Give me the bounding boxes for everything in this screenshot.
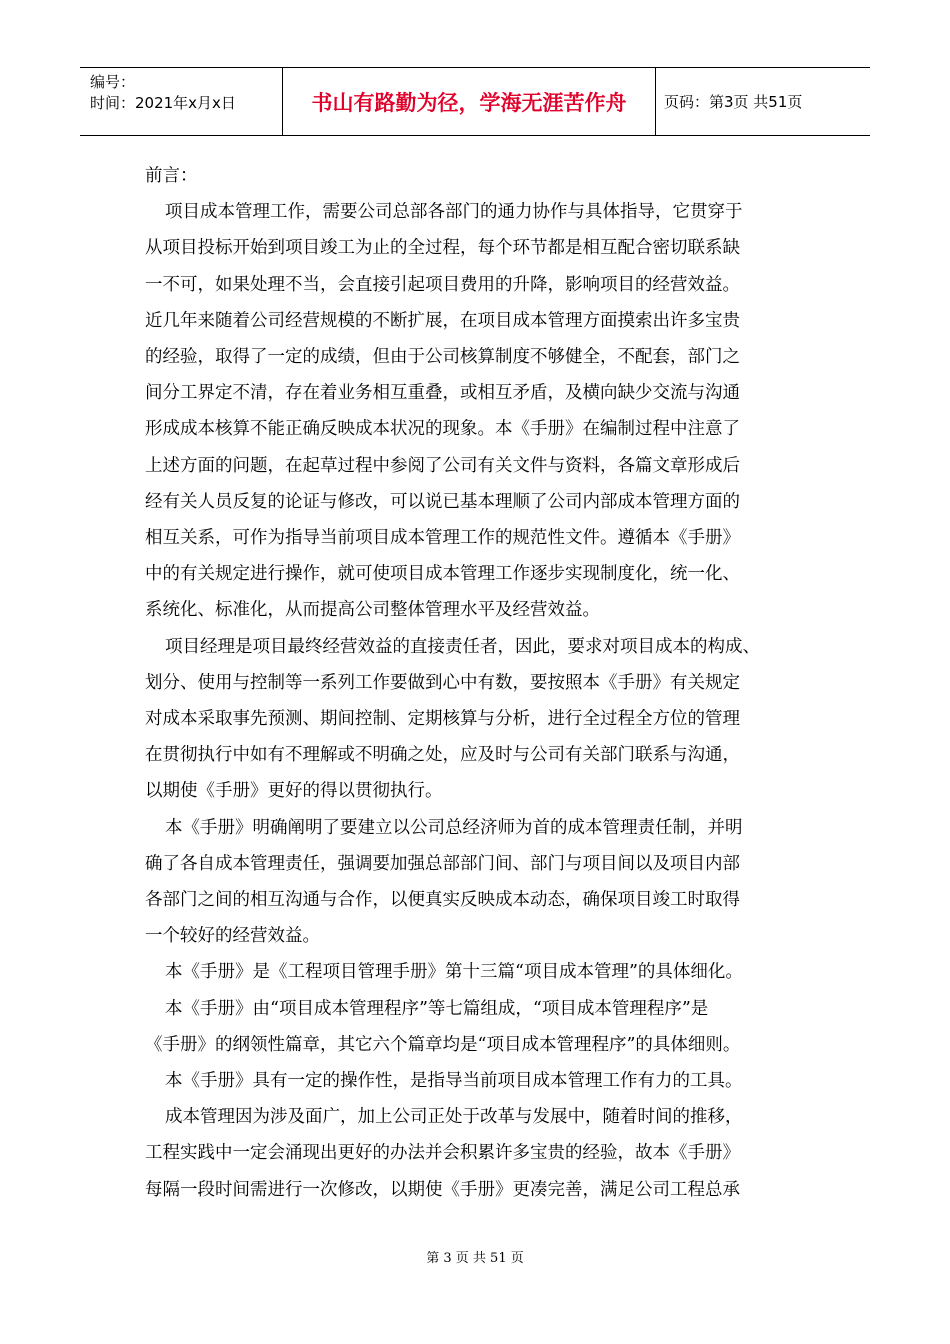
paragraph-line: 系统化、标准化，从而提高公司整体管理水平及经营效益。 xyxy=(145,600,600,621)
paragraph-line: 上述方面的问题，在起草过程中参阅了公司有关文件与资料，各篇文章形成后 xyxy=(145,455,740,476)
preface-heading: 前言： xyxy=(145,166,198,186)
paragraph-line: 形成成本核算不能正确反映成本状况的现象。本《手册》在编制过程中注意了 xyxy=(145,419,740,440)
paragraph-line: 一个较好的经营效益。 xyxy=(145,926,320,947)
paragraph-line: 经有关人员反复的论证与修改，可以说已基本理顺了公司内部成本管理方面的 xyxy=(145,491,740,512)
paragraph-line: 项目经理是项目最终经营效益的直接责任者，因此，要求对项目成本的构成、 xyxy=(165,636,760,657)
document-number-label: 编号： xyxy=(90,73,136,91)
paragraph-line: 本《手册》是《工程项目管理手册》第十三篇“项目成本管理”的具体细化。 xyxy=(165,962,743,983)
paragraph-line: 本《手册》具有一定的操作性，是指导当前项目成本管理工作有力的工具。 xyxy=(165,1071,743,1092)
paragraph-line: 中的有关规定进行操作，就可使项目成本管理工作逐步实现制度化，统一化、 xyxy=(145,564,740,585)
paragraph-line: 间分工界定不清，存在着业务相互重叠，或相互矛盾，及横向缺少交流与沟通 xyxy=(145,383,740,404)
paragraph-line: 确了各自成本管理责任，强调要加强总部部门间、部门与项目间以及项目内部 xyxy=(145,853,740,874)
header-meta xyxy=(80,68,283,135)
paragraph-line: 项目成本管理工作，需要公司总部各部门的通力协作与具体指导，它贯穿于 xyxy=(165,202,743,223)
paragraph xyxy=(145,194,825,628)
paragraph xyxy=(145,810,825,955)
header-motto xyxy=(283,68,656,135)
paragraph-line: 各部门之间的相互沟通与合作，以便真实反映成本动态，确保项目竣工时取得 xyxy=(145,890,740,911)
paragraph-line: 《手册》的纲领性篇章，其它六个篇章均是“项目成本管理程序”的具体细则。 xyxy=(145,1034,741,1055)
document-date: 时间：2021年x月x日 xyxy=(90,94,236,112)
paragraph-line: 对成本采取事先预测、期间控制、定期核算与分析，进行全过程全方位的管理 xyxy=(145,709,740,730)
paragraph xyxy=(145,1063,825,1099)
paragraph-line: 在贯彻执行中如有不理解或不明确之处，应及时与公司有关部门联系与沟通， xyxy=(145,745,740,766)
paragraph-line: 的经验，取得了一定的成绩，但由于公司核算制度不够健全，不配套，部门之 xyxy=(145,347,740,368)
paragraph-line: 本《手册》明确阐明了要建立以公司总经济师为首的成本管理责任制，并明 xyxy=(165,817,743,838)
paragraph-list xyxy=(145,194,825,1208)
page-footer xyxy=(0,1247,950,1266)
page-header xyxy=(80,67,870,136)
paragraph-line: 相互关系，可作为指导当前项目成本管理工作的规范性文件。遵循本《手册》 xyxy=(145,528,740,549)
paragraph-line: 每隔一段时间需进行一次修改，以期使《手册》更凑完善，满足公司工程总承 xyxy=(145,1179,740,1200)
paragraph-line: 从项目投标开始到项目竣工为止的全过程，每个环节都是相互配合密切联系缺 xyxy=(145,238,740,259)
paragraph-line: 工程实践中一定会涌现出更好的办法并会积累许多宝贵的经验，故本《手册》 xyxy=(145,1143,740,1164)
paragraph-line: 本《手册》由“项目成本管理程序”等七篇组成，“项目成本管理程序”是 xyxy=(165,998,709,1019)
page-info-text: 页码：第3页 共51页 xyxy=(664,93,803,111)
paragraph-line: 以期使《手册》更好的得以贯彻执行。 xyxy=(145,781,443,802)
paragraph-line: 一不可，如果处理不当，会直接引起项目费用的升降，影响项目的经营效益。 xyxy=(145,274,740,295)
document-body xyxy=(145,158,825,1208)
motto-text: 书山有路勤为径，学海无涯苦作舟 xyxy=(311,90,627,115)
paragraph xyxy=(145,1099,825,1208)
paragraph-line: 成本管理因为涉及面广，加上公司正处于改革与发展中，随着时间的推移， xyxy=(165,1107,743,1128)
paragraph-line: 划分、使用与控制等一系列工作要做到心中有数，要按照本《手册》有关规定 xyxy=(145,672,740,693)
paragraph xyxy=(145,629,825,810)
paragraph xyxy=(145,991,825,1063)
paragraph-line: 近几年来随着公司经营规模的不断扩展，在项目成本管理方面摸索出许多宝贵 xyxy=(145,310,740,331)
paragraph xyxy=(145,954,825,990)
footer-page-number: 第 3 页 共 51 页 xyxy=(426,1251,524,1266)
header-page-info xyxy=(656,68,870,135)
